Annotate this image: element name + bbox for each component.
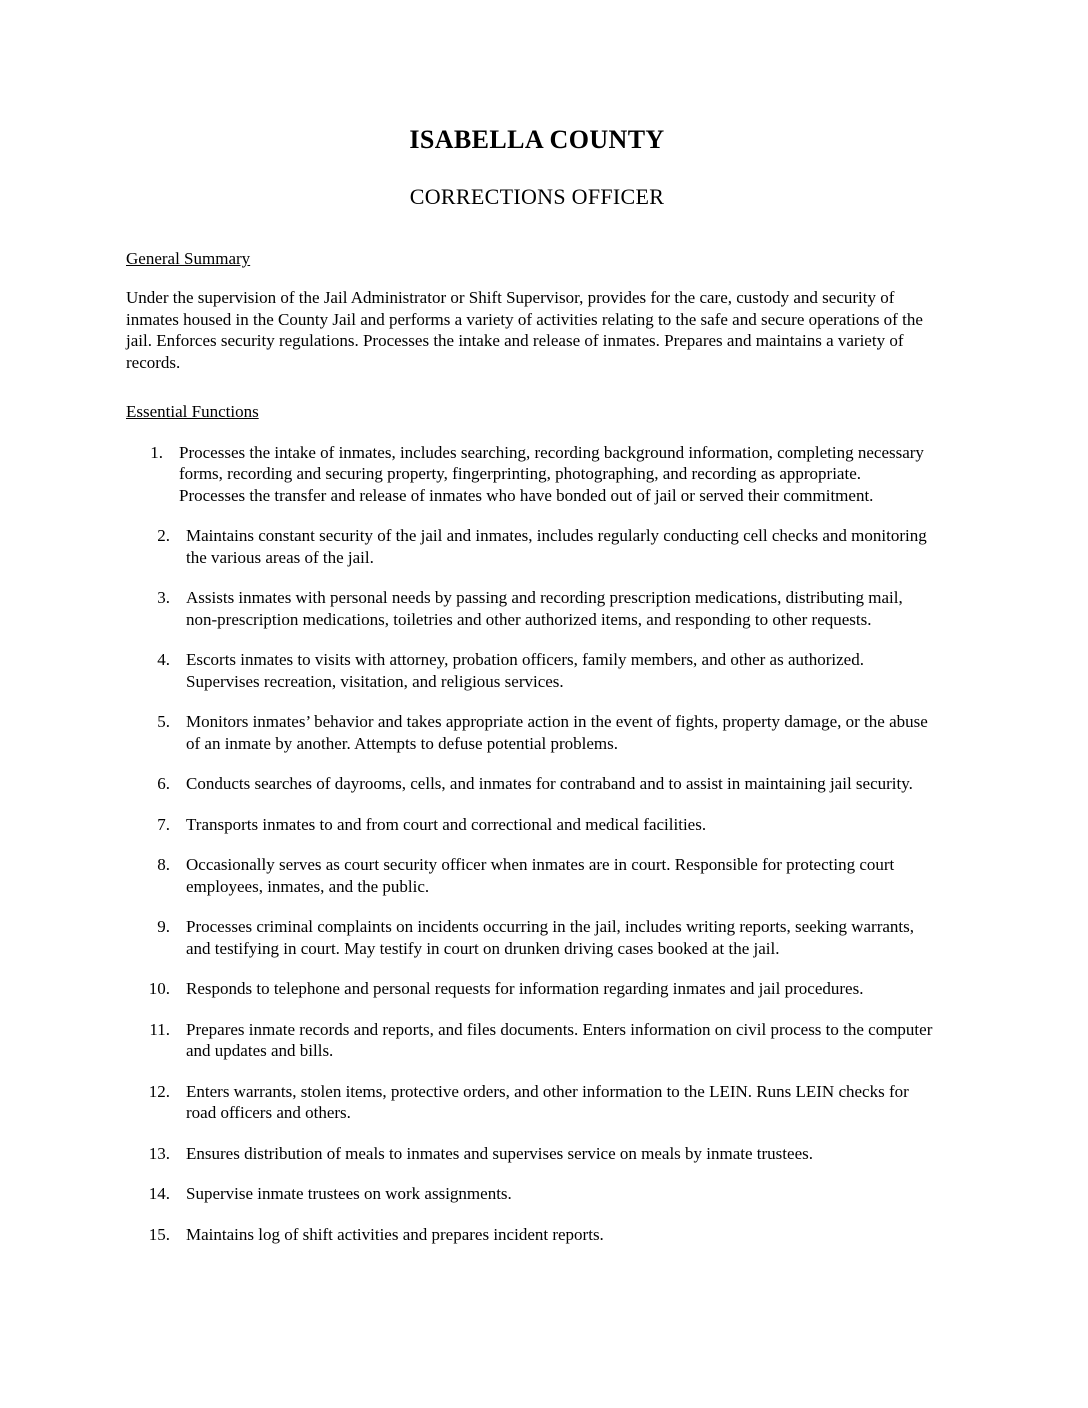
list-item [126,711,936,754]
list-item-text: Escorts inmates to visits with attorney, probation officers, family members, and other as authorized. Supervises recreation, visitation, and religious services. [186,650,864,691]
general-summary-heading: General Summary [126,248,251,268]
list-item-text: Transports inmates to and from court and correctional and medical facilities. [186,814,707,834]
list-item-number: 13. [148,1143,170,1163]
list-item-number: 2. [157,526,170,546]
list-item-number: 9. [157,917,170,937]
list-item [126,1019,936,1062]
list-item-text: Processes criminal complaints on incidents occurring in the jail, includes writing reports, seeking warrants, and testifying in court. May testify in court on drunken driving cases booked at the jail. [186,917,914,958]
list-item-number: 4. [157,650,170,670]
list-item [126,1143,936,1165]
list-item [126,1081,936,1124]
document-body [126,0,948,1264]
general-summary-paragraph: Under the supervision of the Jail Administrator or Shift Supervisor, provides for the care, custody and security of inmates housed in the County Jail and performs a variety of activities relating to the safe and secure operations of the jail. Enforces security regulations. Processes the intake and release of inmates. Prepares and maintains a variety of records. [126,288,923,372]
page-title: ISABELLA COUNTY [409,125,665,154]
list-item-text: Prepares inmate records and reports, and files documents. Enters information on civil process to the computer and updates and bills. [186,1019,933,1061]
list-item-number: 1. [150,442,163,462]
list-item-number: 12. [148,1081,170,1101]
list-item [126,1183,936,1205]
list-item-text: Processes the intake of inmates, includes searching, recording background information, completing necessary forms, recording and securing property, fingerprinting, photographing, and recording as appropriate. Processes the transfer and release of inmates who have bonded out of jail or served their commitment. [179,442,924,505]
list-item [126,916,936,959]
list-item [126,854,936,897]
essential-functions-section [126,402,948,1245]
list-item-text: Assists inmates with personal needs by passing and recording prescription medications, distributing mail, non-prescription medications, toiletries and other authorized items, and responding to other requests. [186,588,903,629]
page-subtitle: CORRECTIONS OFFICER [409,183,665,209]
list-item-text: Ensures distribution of meals to inmates and supervises service on meals by inmate trustees. [186,1143,813,1163]
list-item-text: Maintains log of shift activities and prepares incident reports. [186,1224,604,1244]
list-item-number: 11. [149,1019,170,1039]
list-item-number: 8. [157,855,170,875]
general-summary-section [126,249,948,373]
list-item-number: 7. [157,814,170,834]
list-item-number: 3. [157,588,170,608]
list-item-number: 5. [157,712,170,732]
list-item [126,525,936,568]
list-item-text: Monitors inmates’ behavior and takes appropriate action in the event of fights, property damage, or the abuse of an inmate by another. Attempts to defuse potential problems. [186,712,928,753]
list-item-number: 15. [148,1224,170,1244]
list-item [126,649,936,692]
list-item-text: Enters warrants, stolen items, protective orders, and other information to the LEIN. Runs LEIN checks for road officers and others. [186,1081,909,1123]
list-item [126,978,936,1000]
list-item-number: 10. [148,979,170,999]
list-item [126,773,936,795]
list-item [126,1224,936,1246]
list-item-number: 14. [148,1184,170,1204]
essential-functions-heading: Essential Functions [126,402,259,422]
list-item [126,587,936,630]
list-item-text: Responds to telephone and personal requests for information regarding inmates and jail procedures. [186,979,864,999]
list-item-text: Maintains constant security of the jail and inmates, includes regularly conducting cell checks and monitoring the various areas of the jail. [186,526,927,567]
list-item-text: Occasionally serves as court security officer when inmates are in court. Responsible for protecting court employees, inmates, and the public. [186,855,895,896]
essential-functions-list [126,423,948,1246]
list-item-number: 6. [157,774,170,794]
list-item-text: Conducts searches of dayrooms, cells, and inmates for contraband and to assist in maintaining jail security. [186,774,913,794]
list-item-text: Supervise inmate trustees on work assignments. [186,1184,512,1204]
list-item [126,442,929,507]
list-item [126,814,936,836]
